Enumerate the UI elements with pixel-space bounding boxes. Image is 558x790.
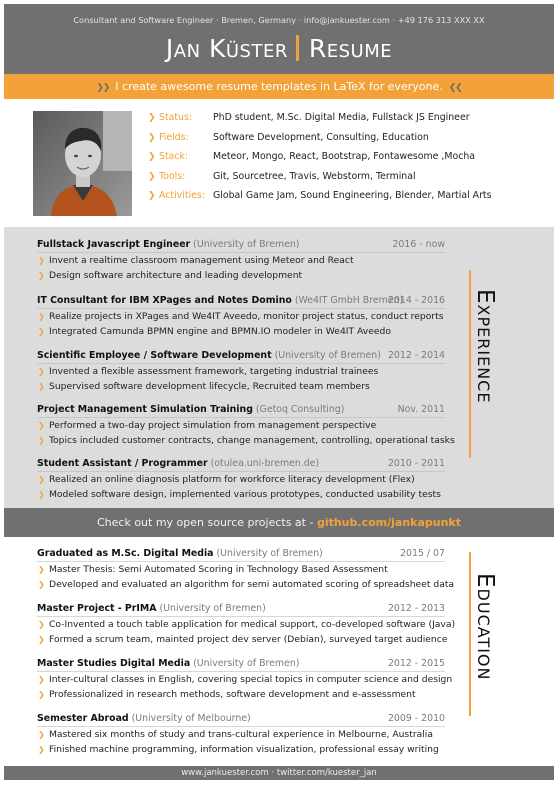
profile-row-activities — [148, 189, 548, 209]
footer-links[interactable]: www.jankuester.com · twitter.com/kuester_jan — [181, 768, 377, 778]
entry-title: Scientific Employee / Software Development — [37, 350, 272, 361]
github-link[interactable]: github.com/jankapunkt — [316, 516, 462, 529]
entry-org: (University of Bremen) — [216, 548, 323, 559]
bullet-text: Mastered six months of study and trans-cultural experience in Melbourne, Australia — [49, 729, 433, 740]
entry-bullet — [37, 379, 445, 394]
bullet-text: Invented a flexible assessment framework, targeting industrial trainees — [49, 366, 379, 377]
entry-title: Graduated as M.Sc. Digital Media — [37, 548, 214, 559]
education-heading: Education — [472, 573, 498, 681]
footer — [4, 766, 554, 780]
chevron-right-icon: ❯ — [148, 152, 156, 162]
profile-row-stack — [148, 150, 548, 170]
entry-org: (University of Bremen) — [193, 658, 300, 669]
chevron-right-icon: ❯ — [148, 132, 156, 143]
bullet-text: Developed and evaluated an algorithm for semi automated scoring of spreadsheet data — [49, 579, 455, 590]
entry-title: Master Project - PrIMA — [37, 603, 157, 614]
bullet-text: Realized an online diagnosis platform for workforce literacy development (Flex) — [49, 474, 415, 485]
bullet-text: Professionalized in research methods, software development and e-assessment — [49, 689, 416, 700]
entry-bullet — [37, 632, 448, 647]
bullet-text: Performed a two-day project simulation from management perspective — [49, 420, 377, 431]
chevron-right-icon: ❯ — [38, 312, 45, 321]
entry-bullet — [37, 487, 445, 502]
entry-header — [37, 295, 445, 309]
bullet-text: Invent a realtime classroom management using Meteor and React — [49, 255, 354, 266]
name-title — [4, 34, 554, 63]
entry-header — [37, 603, 445, 617]
entry-date: 2010 - 2011 — [387, 458, 445, 469]
profile-key: Fields: — [159, 131, 189, 143]
profile-photo — [33, 111, 132, 216]
entry-header — [37, 658, 445, 672]
entry-header — [37, 350, 445, 364]
entry-org: (University of Bremen) — [274, 350, 381, 361]
entry-header — [37, 458, 445, 472]
education-entry — [37, 658, 453, 702]
entry-header — [37, 548, 445, 562]
experience-section — [4, 227, 554, 508]
bullet-text: Inter-cultural classes in English, covering special topics in computer science and design — [49, 674, 453, 685]
entry-title: Semester Abroad — [37, 713, 129, 724]
chevron-right-icon: ❯ — [148, 191, 156, 201]
bullet-text: Realize projects in XPages and We4IT Aveedo, monitor project status, conduct reports — [49, 311, 444, 322]
quote-open-icon: ❯❯ — [96, 83, 110, 93]
experience-entry — [37, 239, 445, 283]
entry-bullet — [37, 672, 453, 687]
resume-page — [4, 4, 554, 786]
entry-bullet — [37, 472, 445, 487]
entry-bullet — [37, 742, 445, 757]
chevron-right-icon: ❯ — [38, 327, 45, 336]
chevron-right-icon: ❯ — [38, 271, 45, 280]
entry-bullet — [37, 687, 445, 702]
chevron-right-icon: ❯ — [38, 436, 45, 445]
entry-date: 2014 - 2016 — [387, 295, 445, 306]
entry-date: 2016 - now — [392, 239, 445, 250]
chevron-right-icon: ❯ — [38, 367, 45, 376]
header — [4, 4, 554, 74]
entry-org: (University of Bremen) — [193, 239, 300, 250]
entry-header — [37, 404, 445, 418]
entry-org: (Getoq Consulting) — [255, 404, 345, 415]
entry-bullet — [37, 562, 445, 577]
chevron-right-icon: ❯ — [38, 580, 45, 589]
profile-info — [148, 111, 548, 209]
document-title: Resume — [308, 34, 393, 63]
entry-title: Master Studies Digital Media — [37, 658, 191, 669]
entry-org: (otulea.uni-bremen.de) — [210, 458, 320, 469]
bullet-text: Formed a scrum team, mainted project dev server (Debian), surveyed target audience — [49, 634, 448, 645]
education-entry — [37, 548, 455, 592]
entry-org: (We4IT GmbH Bremen) — [294, 295, 404, 306]
profile-key: Status: — [159, 112, 193, 123]
entry-bullet — [37, 364, 445, 379]
chevron-right-icon: ❯ — [38, 421, 45, 430]
profile-value: Meteor, Mongo, React, Bootstrap, Fontawesome ,Mocha — [213, 151, 476, 162]
tagline-text: I create awesome resume templates in LaTeX for everyone. — [115, 80, 443, 93]
chevron-right-icon: ❯ — [38, 690, 45, 699]
education-entry — [37, 713, 445, 757]
profile-key: Tools: — [159, 170, 186, 182]
experience-heading: Experience — [472, 289, 498, 404]
education-divider — [469, 552, 471, 716]
profile-value: PhD student, M.Sc. Digital Media, Fullstack JS Engineer — [213, 112, 470, 123]
experience-entry — [37, 458, 445, 502]
entry-bullet — [37, 617, 456, 632]
chevron-right-icon: ❯ — [38, 675, 45, 684]
bullet-text: Master Thesis: Semi Automated Scoring in Technology Based Assessment — [49, 564, 388, 575]
chevron-right-icon: ❯ — [38, 730, 45, 739]
chevron-right-icon: ❯ — [38, 620, 45, 629]
entry-header — [37, 239, 445, 253]
bullet-text: Modeled software design, implemented various prototypes, conducted usability tests — [49, 489, 441, 500]
profile-value: Software Development, Consulting, Education — [213, 131, 429, 143]
profile-row-status — [148, 111, 548, 131]
entry-date: 2009 - 2010 — [387, 713, 445, 724]
experience-entry — [37, 350, 445, 394]
entry-bullet — [37, 577, 455, 592]
experience-divider — [469, 270, 471, 458]
profile-row-fields — [148, 131, 548, 151]
entry-header — [37, 713, 445, 727]
title-divider — [296, 35, 299, 61]
entry-bullet — [37, 727, 445, 742]
bullet-text: Finished machine programming, information visualization, professional essay writing — [49, 744, 439, 755]
bullet-text: Integrated Camunda BPMN engine and BPMN.IO modeler in We4IT Aveedo — [49, 326, 391, 337]
chevron-right-icon: ❯ — [38, 565, 45, 574]
entry-date: 2012 - 2013 — [387, 603, 445, 614]
profile-key: Activities: — [159, 190, 205, 201]
entry-org: (University of Bremen) — [159, 603, 266, 614]
entry-title: Fullstack Javascript Engineer — [37, 239, 191, 250]
chevron-right-icon: ❯ — [38, 256, 45, 265]
banner-text: Check out my open source projects at - — [96, 516, 314, 529]
entry-bullet — [37, 433, 455, 448]
bullet-text: Co-Invented a touch table application for medical support, co-developed software (Java) — [49, 619, 456, 630]
chevron-right-icon: ❯ — [38, 382, 45, 391]
bullet-text: Design software architecture and leading development — [49, 270, 303, 281]
profile-row-tools — [148, 170, 548, 190]
experience-entry — [37, 295, 445, 339]
profile-value: Git, Sourcetree, Travis, Webstorm, Terminal — [213, 170, 416, 182]
entry-date: 2015 / 07 — [400, 548, 445, 559]
chevron-right-icon: ❯ — [148, 113, 156, 123]
entry-bullet — [37, 268, 445, 283]
entry-date: 2012 - 2015 — [387, 658, 445, 669]
github-banner — [4, 508, 554, 537]
profile-key: Stack: — [159, 151, 189, 162]
chevron-right-icon: ❯ — [38, 635, 45, 644]
chevron-right-icon: ❯ — [38, 745, 45, 754]
entry-date: 2012 - 2014 — [387, 350, 445, 361]
tagline-bar — [4, 74, 554, 99]
entry-date: Nov. 2011 — [397, 404, 445, 415]
experience-entry — [37, 404, 455, 448]
entry-bullet — [37, 418, 445, 433]
chevron-right-icon: ❯ — [38, 490, 45, 499]
entry-org: (University of Melbourne) — [131, 713, 251, 724]
bullet-text: Supervised software development lifecycle, Recruited team members — [49, 381, 370, 392]
person-name: Jan Küster — [165, 34, 288, 63]
quote-close-icon: ❮❮ — [448, 83, 462, 93]
entry-title: IT Consultant for IBM XPages and Notes Domino — [37, 295, 292, 306]
entry-bullet — [37, 253, 445, 268]
chevron-right-icon: ❯ — [38, 475, 45, 484]
education-entry — [37, 603, 456, 647]
entry-bullet — [37, 309, 445, 324]
entry-bullet — [37, 324, 445, 339]
bottom-margin — [4, 780, 554, 786]
chevron-right-icon: ❯ — [148, 171, 156, 182]
entry-title: Project Management Simulation Training — [37, 404, 253, 415]
education-section — [4, 537, 554, 766]
profile-value: Global Game Jam, Sound Engineering, Blender, Martial Arts — [213, 190, 492, 201]
entry-title: Student Assistant / Programmer — [37, 458, 208, 469]
bullet-text: Topics included customer contracts, change management, controlling, operational tasks — [49, 435, 455, 446]
contact-line: Consultant and Software Engineer · Bremen, Germany · info@jankuester.com · +49 176 313 XXX XX — [73, 15, 485, 25]
